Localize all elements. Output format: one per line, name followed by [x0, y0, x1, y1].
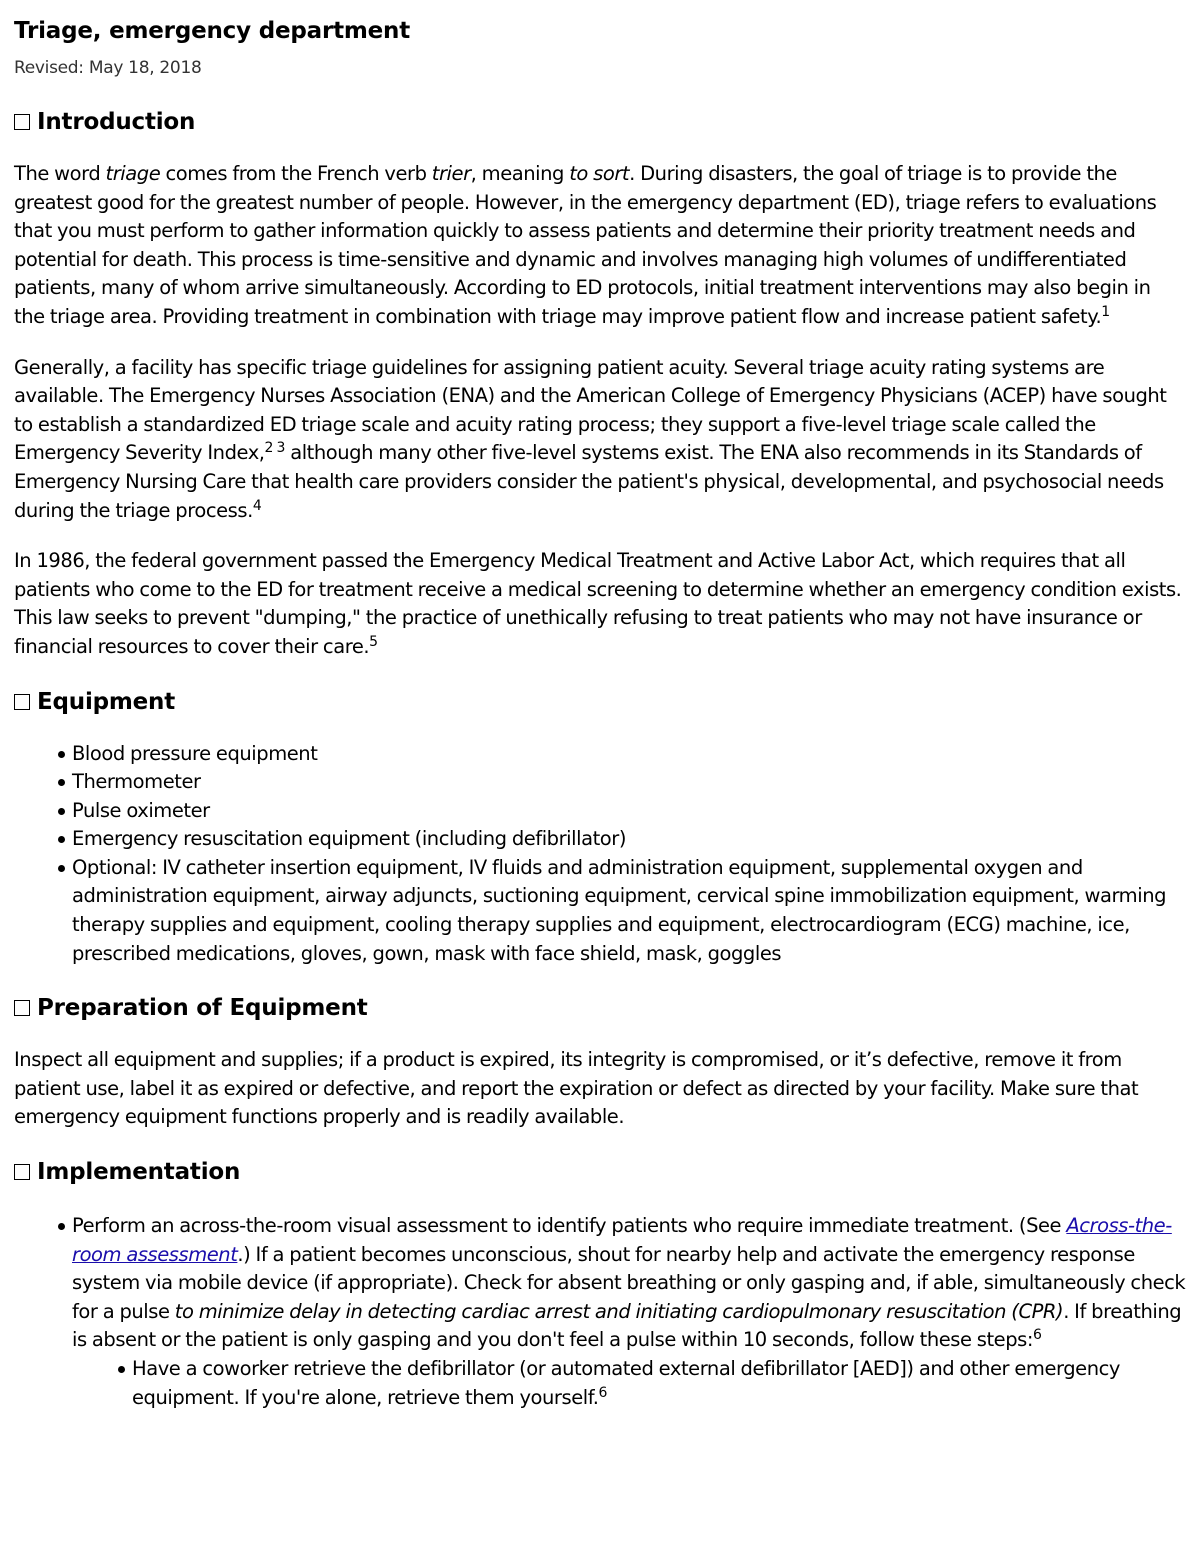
section-heading-label: Implementation	[37, 1159, 241, 1186]
intro-paragraph-1: The word triage comes from the French verb trier, meaning to sort. During disasters, the goal of triage is to provide the greatest good for the greatest number of people. However, in the emergency department (ED), triage refers to evaluations that you must perform to gather information quickly to assess patients and determine their priority treatment needs and potential for death. This process is time-sensitive and dynamic and involves managing high volumes of undifferentiated patients, many of whom arrive simultaneously. According to ED protocols, initial treatment interventions may also begin in the triage area. Providing treatment in combination with triage may improve patient flow and increase patient safety.$^1$	[14, 162, 1157, 328]
section-heading-label: Introduction	[37, 109, 196, 135]
list-item: Emergency resuscitation equipment (including defibrillator)	[72, 825, 1186, 854]
section-heading-preparation[interactable]	[14, 992, 1186, 1024]
section-heading-label: Preparation of Equipment	[37, 995, 368, 1022]
reference-marker: 6	[1033, 1327, 1042, 1344]
list-item: Pulse oximeter	[72, 797, 1186, 826]
list-item: Perform an across-the-room visual assessment to identify patients who require immediate treatment. (See Across-the-room assessment.) If a patient becomes unconscious, shout for nearby help and activate the emergency response system via mobile device (if appropriate). Check for absent breathing or only gasping and, if able, simultaneously check for a pulse to minimize delay in detecting cardiac arrest and initiating cardiopulmonary resuscitation (CPR). If breathing is absent or the patient is only gasping and you don't feel a pulse within 10 seconds, follow these steps:$^6$ Have a coworker retrieve the defibrillator (or automated external defibrillator [AED]) and other emergency equipment. If you're alone, retrieve them yourself.$^6$	[72, 1212, 1186, 1412]
section-heading-equipment[interactable]	[14, 686, 1186, 718]
implementation-list	[14, 1212, 1186, 1412]
implementation-sublist	[72, 1355, 1186, 1412]
list-item: Blood pressure equipment	[72, 740, 1186, 769]
checkbox-icon[interactable]	[14, 694, 30, 710]
reference-marker: 6	[598, 1384, 607, 1401]
list-item: Optional: IV catheter insertion equipment, IV fluids and administration equipment, supplemental oxygen and administration equipment, airway adjuncts, suctioning equipment, cervical spine immobilization equipment, warming therapy supplies and equipment, cooling therapy supplies and equipment, electrocardiogram (ECG) machine, ice, prescribed medications, gloves, gown, mask with face shield, mask, goggles	[72, 854, 1186, 968]
checkbox-icon[interactable]	[14, 1000, 30, 1016]
section-heading-implementation[interactable]	[14, 1156, 1186, 1188]
section-heading-introduction[interactable]	[14, 106, 1186, 138]
reference-marker: 4	[252, 497, 262, 514]
preparation-paragraph: Inspect all equipment and supplies; if a product is expired, its integrity is compromised, or it’s defective, remove it from patient use, label it as expired or defective, and report the expiration or defect as directed by your facility. Make sure that emergency equipment functions properly and is readily available.	[14, 1048, 1139, 1129]
checkbox-icon[interactable]	[14, 114, 30, 130]
across-the-room-assessment-link[interactable]: Across-the-room assessment	[72, 1214, 1172, 1266]
section-heading-label: Equipment	[37, 688, 176, 715]
equipment-list	[14, 740, 1186, 969]
reference-marker: 5	[369, 633, 378, 650]
checkbox-icon[interactable]	[14, 1164, 30, 1180]
intro-paragraph-3: In 1986, the federal government passed the Emergency Medical Treatment and Active Labor Act, which requires that all patients who come to the ED for treatment receive a medical screening to determine whether an emergency condition exists. This law seeks to prevent "dumping," the practice of unethically refusing to treat patients who may not have insurance or financial resources to cover their care.$^5$	[14, 549, 1182, 658]
list-item: Have a coworker retrieve the defibrillator (or automated external defibrillator [AED]) and other emergency equipment. If you're alone, retrieve them yourself.$^6$	[132, 1355, 1186, 1412]
intro-paragraph-2: Generally, a facility has specific triage guidelines for assigning patient acuity. Several triage acuity rating systems are available. The Emergency Nurses Association (ENA) and the American College of Emergency Physicians (ACEP) have sought to establish a standardized ED triage scale and acuity rating process; they support a five-level triage scale called the Emergency Severity Index,$^{2 3}$ although many other five-level systems exist. The ENA also recommends in its Standards of Emergency Nursing Care that health care providers consider the patient's physical, developmental, and psychosocial needs during the triage process.$^4$	[14, 355, 1167, 522]
reference-marker: 2 3	[264, 440, 285, 457]
revised-date: Revised: May 18, 2018	[14, 58, 202, 78]
list-item: Thermometer	[72, 768, 1186, 797]
reference-marker: 1	[1101, 303, 1110, 320]
page-title: Triage, emergency department	[14, 18, 411, 44]
